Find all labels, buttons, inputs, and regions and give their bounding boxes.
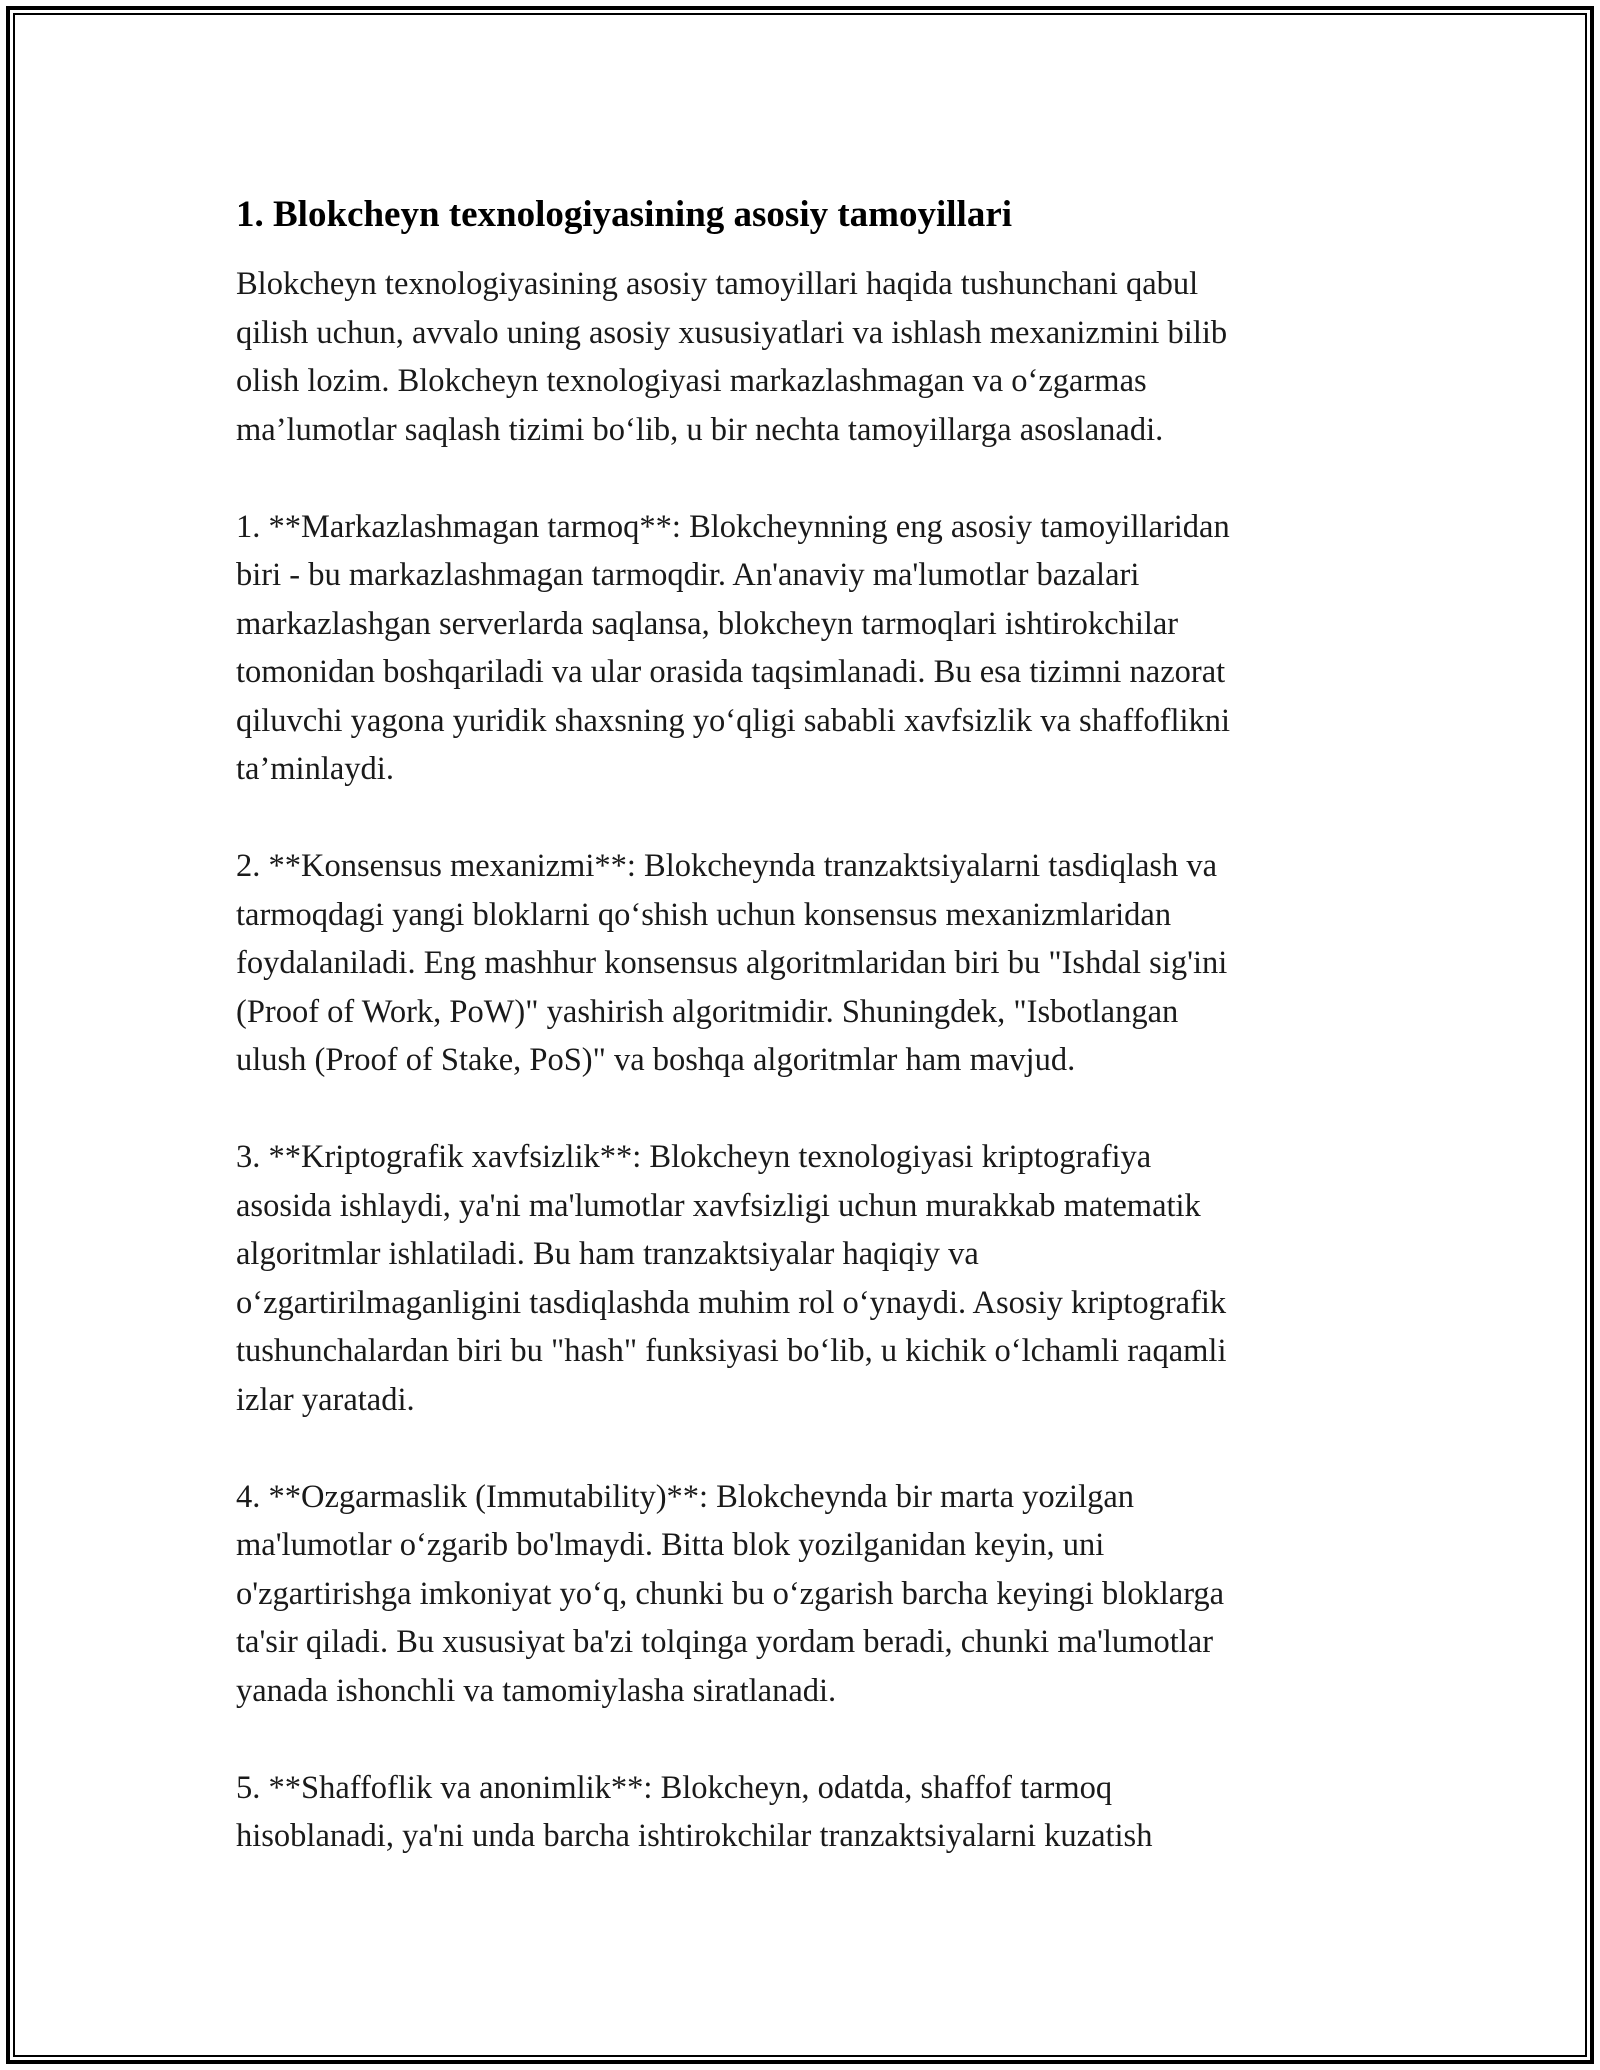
text-line: o‘zgartirilmaganligini tasdiqlashda muhim rol o‘ynaydi. Asosiy kriptografik bbox=[236, 1284, 1227, 1321]
text-line: hisoblanadi, ya'ni unda barcha ishtirokchilar tranzaktsiyalarni kuzatish bbox=[236, 1818, 1153, 1854]
text-line: olish lozim. Blokcheyn texnologiyasi markazlashmagan va o‘zgarmas bbox=[236, 363, 1147, 399]
principle-3-paragraph bbox=[236, 1133, 1386, 1424]
text-line: 3. **Kriptografik xavfsizlik**: Blokcheyn texnologiyasi kriptografiya bbox=[236, 1139, 1152, 1175]
text-line: algoritmlar ishlatiladi. Bu ham tranzaktsiyalar haqiqiy va bbox=[236, 1236, 979, 1272]
principle-1-paragraph bbox=[236, 503, 1386, 794]
text-line: tushunchalardan biri bu "hash" funksiyasi bo‘lib, u kichik o‘lchamli raqamli bbox=[236, 1333, 1227, 1369]
text-line: 1. **Markazlashmagan tarmoq**: Blokcheynning eng asosiy tamoyillaridan bbox=[236, 508, 1230, 545]
text-line: tarmoqdagi yangi bloklarni qo‘shish uchun konsensus mexanizmlaridan bbox=[236, 896, 1172, 933]
text-line: markazlashgan serverlarda saqlansa, blokcheyn tarmoqlari ishtirokchilar bbox=[236, 605, 1179, 642]
text-line: biri - bu markazlashmagan tarmoqdir. An'anaviy ma'lumotlar bazalari bbox=[236, 557, 1140, 593]
text-line: 4. **Ozgarmaslik (Immutability)**: Blokcheynda bir marta yozilgan bbox=[236, 1478, 1135, 1515]
text-line: tomonidan boshqariladi va ular orasida taqsimlanadi. Bu esa tizimni nazorat bbox=[236, 654, 1226, 690]
principle-5-paragraph bbox=[236, 1764, 1386, 1861]
document-title: 1. Blokcheyn texnologiyasining asosiy tamoyillari bbox=[236, 194, 1013, 235]
text-line: Blokcheyn texnologiyasining asosiy tamoyillari haqida tushunchani qabul bbox=[236, 266, 1199, 302]
text-line: asosida ishlaydi, ya'ni ma'lumotlar xavfsizligi uchun murakkab matematik bbox=[236, 1187, 1201, 1224]
document-body bbox=[236, 186, 1386, 1909]
text-line: qiluvchi yagona yuridik shaxsning yo‘qligi sababli xavfsizlik va shaffoflikni bbox=[236, 702, 1231, 739]
text-line: ma’lumotlar saqlash tizimi bo‘lib, u bir nechta tamoyillarga asoslanadi. bbox=[236, 411, 1164, 448]
text-line: ta’minlaydi. bbox=[236, 751, 394, 787]
text-line: o'zgartirishga imkoniyat yo‘q, chunki bu o‘zgarish barcha keyingi bloklarga bbox=[236, 1575, 1225, 1612]
text-line: foydalaniladi. Eng mashhur konsensus algoritmlaridan biri bu "Ishdal sig'ini bbox=[236, 945, 1228, 981]
text-line: qilish uchun, avvalo uning asosiy xususiyatlari va ishlash mexanizmini bilib bbox=[236, 314, 1228, 351]
text-line: ma'lumotlar o‘zgarib bo'lmaydi. Bitta blok yozilganidan keyin, uni bbox=[236, 1527, 1105, 1563]
text-line: ta'sir qiladi. Bu xususiyat ba'zi tolqinga yordam beradi, chunki ma'lumotlar bbox=[236, 1624, 1214, 1660]
text-line: 5. **Shaffoflik va anonimlik**: Blokcheyn, odatda, shaffof tarmoq bbox=[236, 1769, 1113, 1806]
principle-4-paragraph bbox=[236, 1473, 1386, 1716]
text-line: izlar yaratadi. bbox=[236, 1381, 415, 1418]
intro-paragraph bbox=[236, 260, 1386, 454]
text-line: ulush (Proof of Stake, PoS)" va boshqa algoritmlar ham mavjud. bbox=[236, 1042, 1076, 1078]
text-line: (Proof of Work, PoW)" yashirish algoritmidir. Shuningdek, "Isbotlangan bbox=[236, 993, 1179, 1030]
principle-2-paragraph bbox=[236, 842, 1386, 1085]
text-line: 2. **Konsensus mexanizmi**: Blokcheynda tranzaktsiyalarni tasdiqlash va bbox=[236, 848, 1218, 884]
text-line: yanada ishonchli va tamomiylasha siratlanadi. bbox=[236, 1672, 837, 1709]
